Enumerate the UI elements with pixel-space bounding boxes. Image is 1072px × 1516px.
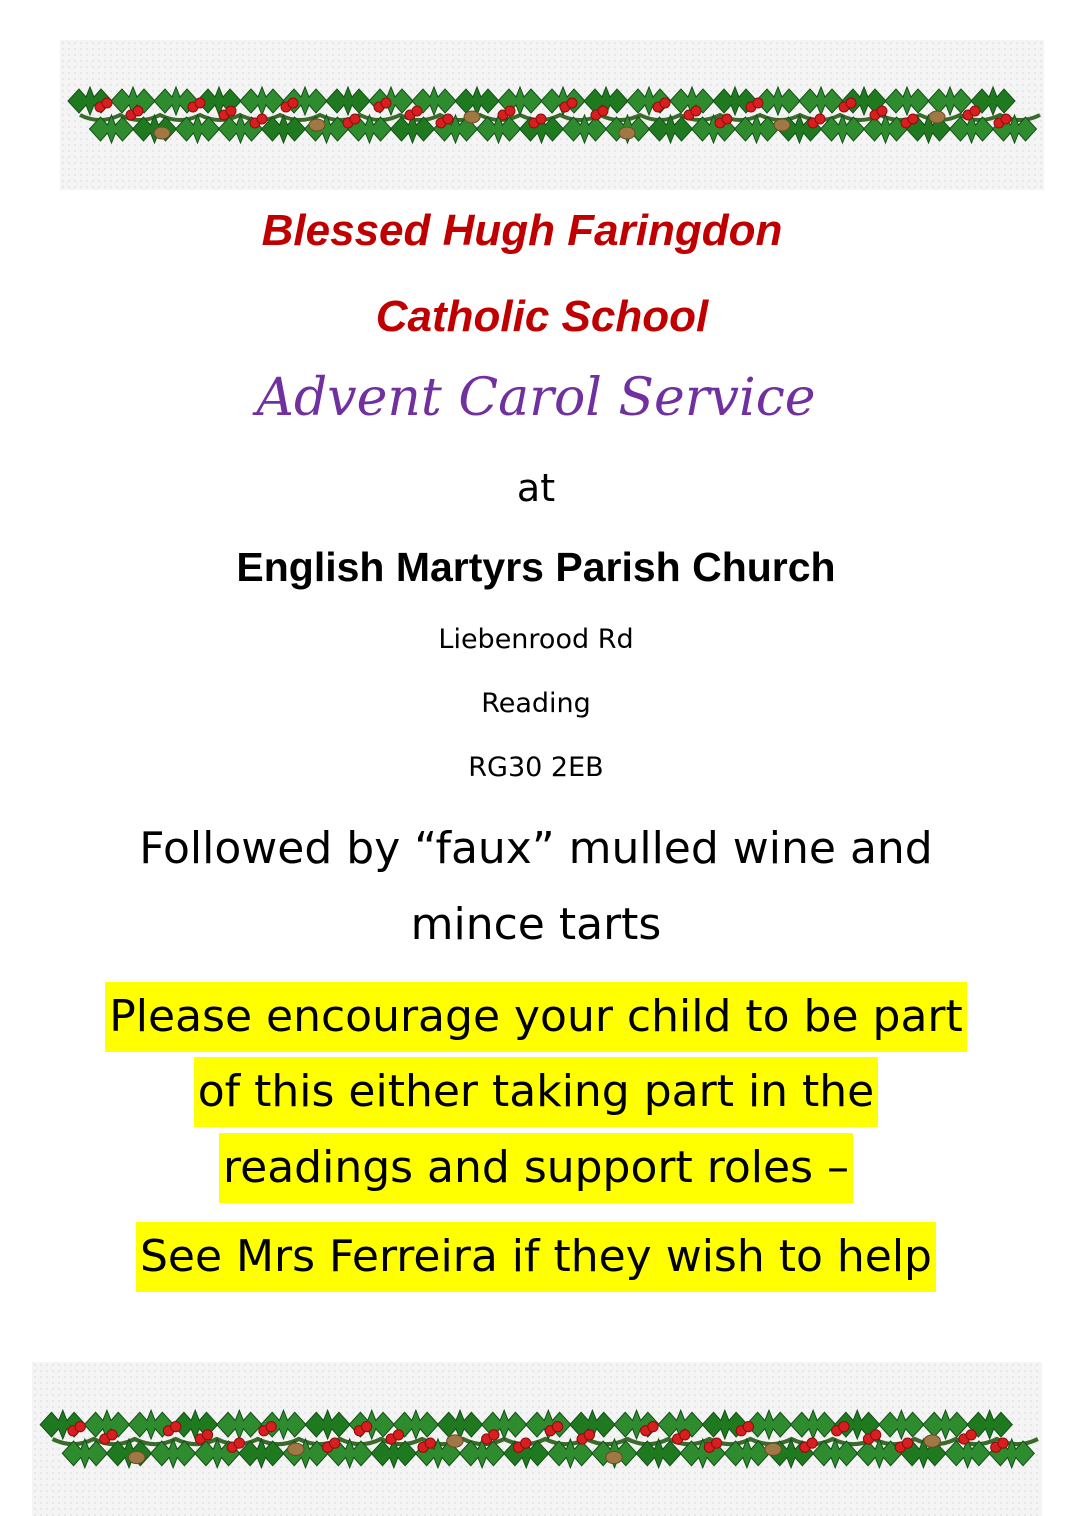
refreshments-line-1: Followed by “faux” mulled wine and (139, 823, 933, 874)
school-name-line-2: Catholic School (375, 292, 709, 341)
notice-line-2-row (0, 1057, 1072, 1127)
notice-line-2: of this either taking part in the (194, 1057, 879, 1127)
notice-line-1: Please encourage your child to be part (105, 982, 967, 1052)
holly-garland-icon (60, 40, 1044, 190)
help-contact: See Mrs Ferreira if they wish to help (136, 1222, 936, 1292)
at-label: at (516, 466, 556, 510)
notice-line-3: readings and support roles – (219, 1133, 853, 1203)
venue-name: English Martyrs Parish Church (236, 544, 836, 590)
event-title: Advent Carol Service (256, 368, 816, 428)
address-postcode: RG30 2EB (468, 752, 604, 783)
top-garland-banner (60, 40, 1044, 190)
address-street: Liebenrood Rd (438, 624, 634, 655)
refreshments-line-2: mince tarts (410, 899, 662, 950)
bottom-garland-banner (32, 1362, 1042, 1516)
notice-line-3-row (0, 1133, 1072, 1203)
address-town: Reading (481, 688, 591, 719)
school-name-line-1: Blessed Hugh Faringdon (261, 206, 783, 255)
holly-garland-icon (32, 1362, 1042, 1516)
help-contact-row (0, 1222, 1072, 1292)
notice-line-1-row (0, 982, 1072, 1052)
